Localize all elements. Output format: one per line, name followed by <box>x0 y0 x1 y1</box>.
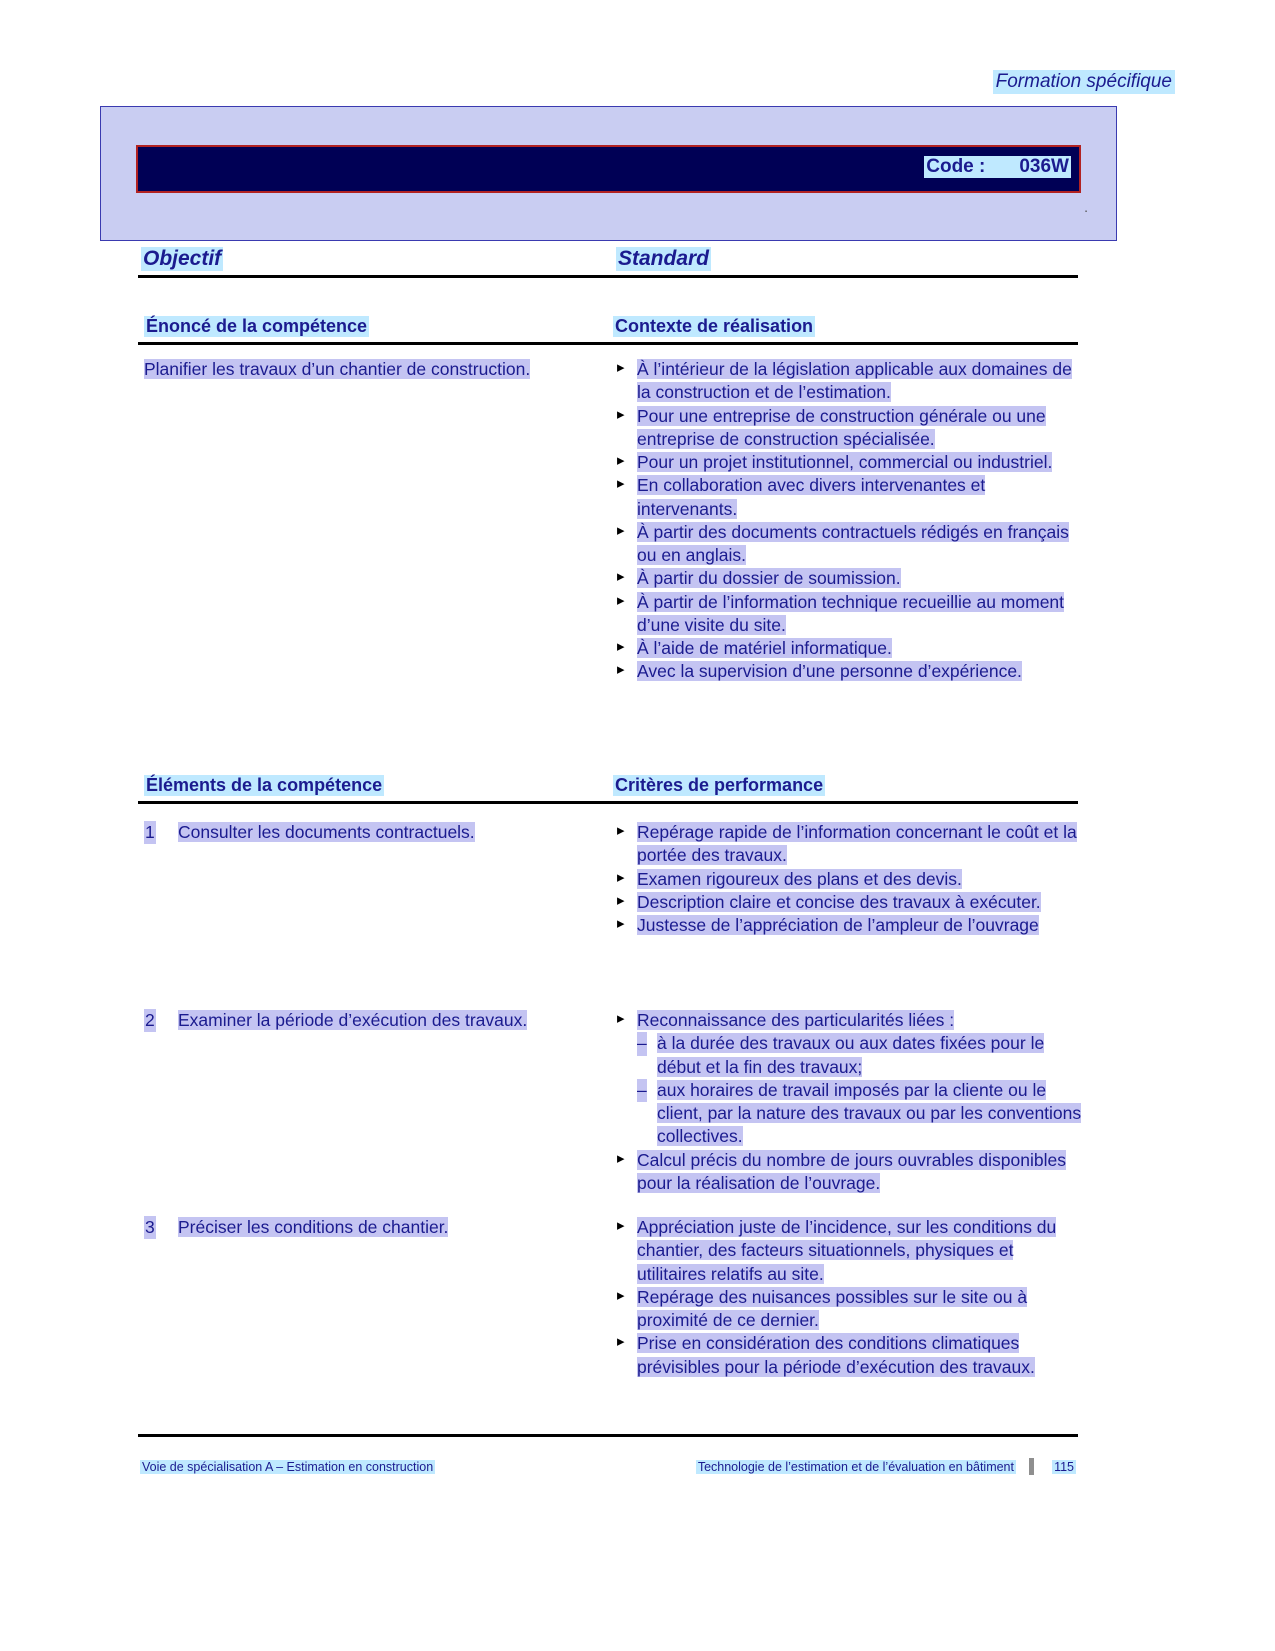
list-item <box>613 591 1083 638</box>
criteria-sub-text: aux horaires de travail imposés par la cliente ou le client, par la nature des travaux ou par les conventions collectives. <box>657 1079 1082 1147</box>
element-item <box>144 1009 614 1032</box>
contexte-bullet-text: En collaboration avec divers intervenantes et intervenants. <box>637 475 986 519</box>
criteria-text: Reconnaissance des particularités liées : <box>637 1010 955 1030</box>
list-item <box>613 891 1083 914</box>
element-1-criteria <box>613 821 1083 937</box>
element-label: Examiner la période d’exécution des travaux. <box>178 1010 528 1030</box>
list-item <box>613 914 1083 937</box>
list-item <box>613 451 1083 474</box>
criteria-text: Prise en considération des conditions climatiques prévisibles pour la période d’exécution des travaux. <box>637 1333 1035 1377</box>
element-item <box>144 1216 614 1239</box>
element-label: Préciser les conditions de chantier. <box>178 1217 449 1237</box>
element-item <box>144 821 614 844</box>
list-item <box>613 868 1083 891</box>
element-number: 1 <box>144 821 156 844</box>
title-bar <box>136 145 1081 193</box>
element-2-criteria <box>613 1009 1083 1195</box>
header-section-label: Formation spécifique <box>993 70 1175 94</box>
list-item <box>613 521 1083 568</box>
page-number: 115 <box>1054 1460 1074 1474</box>
elements-section-header <box>138 775 1078 804</box>
code-label-text: Code : <box>926 156 986 177</box>
criteria-list <box>613 821 1083 937</box>
criteria-text: Examen rigoureux des plans et des devis. <box>637 868 962 889</box>
enonce-left-column <box>144 358 614 381</box>
criteria-text: Repérage des nuisances possibles sur le site ou à proximité de ce dernier. <box>637 1286 1028 1331</box>
contexte-bullet-text: À l’intérieur de la législation applicable aux domaines de la construction et de l’estimation. <box>637 359 1072 403</box>
objectif-standard-band <box>138 247 1078 278</box>
list-item <box>613 1149 1083 1196</box>
code-value: 036W <box>1019 156 1069 177</box>
code-label <box>924 156 1071 178</box>
criteria-list <box>613 1216 1083 1379</box>
contexte-right-column <box>613 358 1083 684</box>
list-item <box>613 474 1083 521</box>
enonce-statement: Planifier les travaux d’un chantier de construction. <box>144 359 531 379</box>
criteria-text: Justesse de l’appréciation de l’ampleur de l’ouvrage <box>637 915 1039 936</box>
enonce-section-header <box>138 316 1078 345</box>
criteria-text: Appréciation juste de l’incidence, sur les conditions du chantier, des facteurs situationnels, physiques et utilitaires relatifs au site. <box>637 1217 1057 1284</box>
objectif-heading: Objectif <box>143 247 222 270</box>
criteria-sub-text: à la durée des travaux ou aux dates fixées pour le début et la fin des travaux; <box>657 1033 1045 1077</box>
list-item <box>613 405 1083 452</box>
contexte-bullet-text: À partir de l’information technique recueillie au moment d’une visite du site. <box>637 591 1065 635</box>
elements-right-header: Critères de performance <box>615 775 824 795</box>
criteria-sub-list <box>637 1032 1083 1148</box>
element-1-left <box>144 821 614 844</box>
criteria-list <box>613 1009 1083 1195</box>
criteria-text: Description claire et concise des travaux à exécuter. <box>637 891 1041 912</box>
element-2-left <box>144 1009 614 1032</box>
contexte-bullet-text: À partir du dossier de soumission. <box>637 568 901 589</box>
element-number: 2 <box>144 1009 156 1032</box>
element-3-left <box>144 1216 614 1239</box>
contexte-bullet-list <box>613 358 1083 684</box>
element-number: 3 <box>144 1216 156 1239</box>
element-label: Consulter les documents contractuels. <box>178 822 475 842</box>
list-item <box>613 358 1083 405</box>
contexte-bullet-text: Pour une entreprise de construction générale ou une entreprise de construction spécialisée. <box>637 405 1046 449</box>
standard-heading: Standard <box>618 247 710 270</box>
list-item <box>613 1009 1083 1149</box>
list-item <box>637 1032 1083 1079</box>
criteria-text: Calcul précis du nombre de jours ouvrables disponibles pour la réalisation de l’ouvrage. <box>637 1149 1066 1193</box>
contexte-bullet-text: À l’aide de matériel informatique. <box>637 638 892 659</box>
contexte-bullet-text: À partir des documents contractuels rédigés en français ou en anglais. <box>637 521 1069 566</box>
list-item <box>613 567 1083 590</box>
footer-left-text: Voie de spécialisation A – Estimation en construction <box>142 1460 434 1474</box>
title-trailing-mark: . <box>1084 199 1088 215</box>
footer-right-text: Technologie de l’estimation et de l’évaluation en bâtiment <box>697 1460 1014 1474</box>
elements-left-header: Éléments de la compétence <box>146 775 383 795</box>
footer-bar-marker <box>1029 1458 1034 1475</box>
enonce-left-header: Énoncé de la compétence <box>146 316 368 336</box>
contexte-bullet-text: Avec la supervision d’une personne d’expérience. <box>637 661 1022 682</box>
footer-divider <box>138 1434 1078 1437</box>
title-box <box>100 106 1117 241</box>
list-item <box>613 821 1083 868</box>
list-item <box>613 1332 1083 1379</box>
criteria-text: Repérage rapide de l’information concernant le coût et la portée des travaux. <box>637 822 1077 866</box>
list-item <box>613 637 1083 660</box>
contexte-bullet-text: Pour un projet institutionnel, commercial ou industriel. <box>637 452 1053 473</box>
list-item <box>613 1216 1083 1286</box>
list-item <box>637 1079 1083 1149</box>
list-item <box>613 1286 1083 1333</box>
enonce-right-header: Contexte de réalisation <box>615 316 814 336</box>
list-item <box>613 660 1083 683</box>
element-3-criteria <box>613 1216 1083 1379</box>
